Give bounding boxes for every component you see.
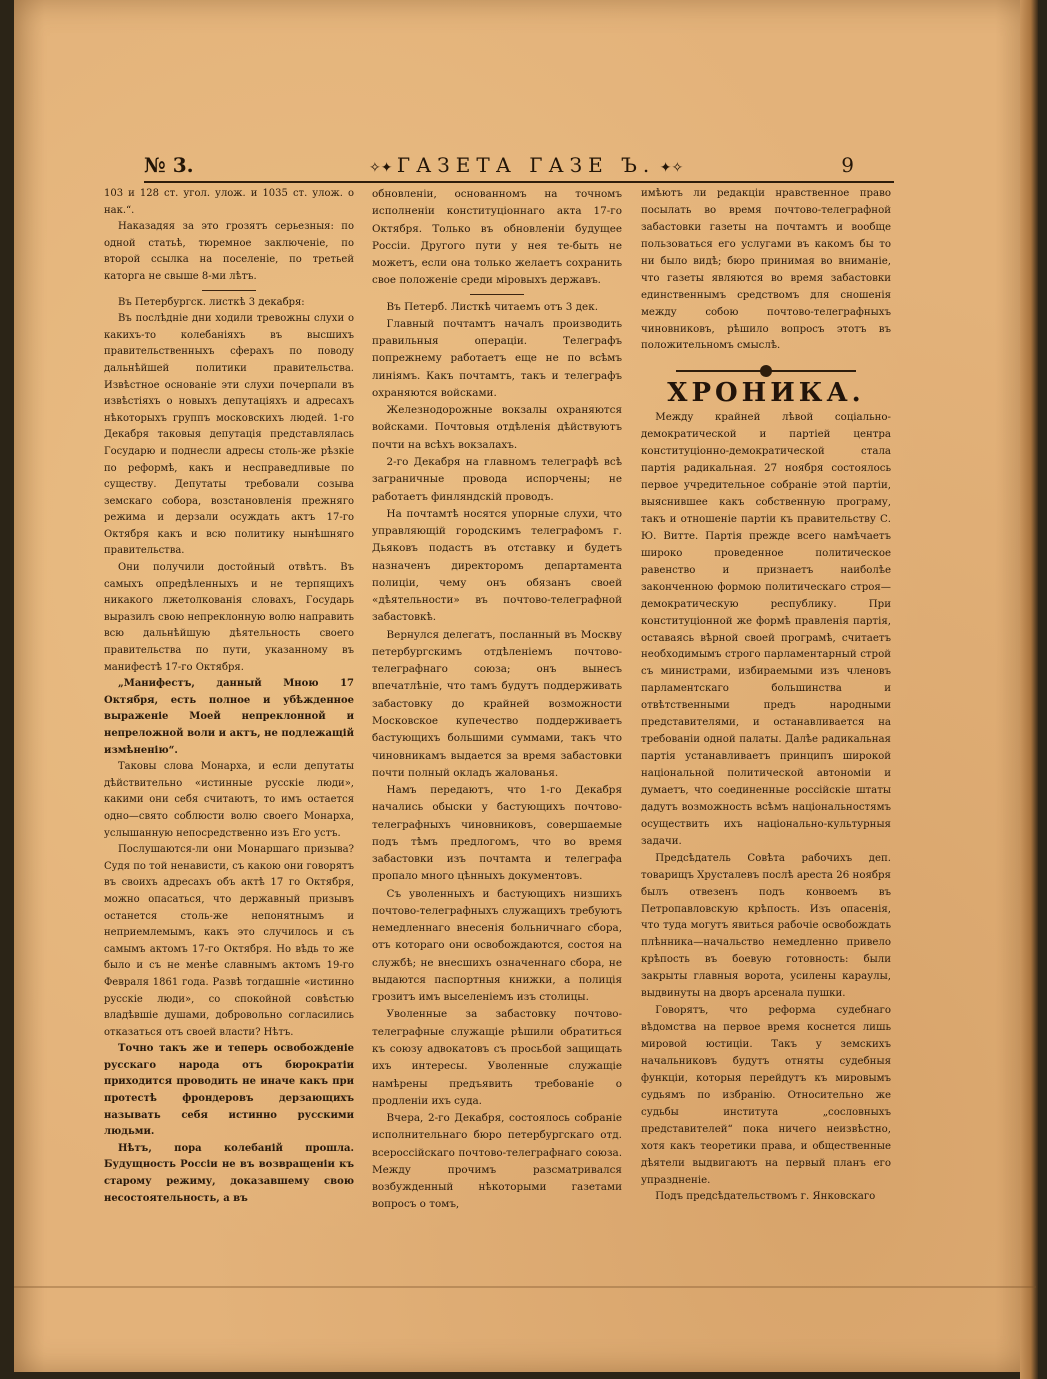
paragraph: Послушаются-ли они Монаршаго призыва? Судя по той ненависти, съ какою они говорятъ въ своихъ адресахъ объ актѣ 17 го Октября, можно опасаться, что державный призывъ останется столь-же непонятнымъ и неприемлемымъ, какъ это случилось и съ самымъ актомъ 17-го Октября. Но вѣдь то же было и съ не менѣе славнымъ актомъ 19-го Февраля 1861 года. Развѣ тогдашніе «истинно русскіе люди», со спокойной совѣстью владѣвшіе душами, добровольно согласились отказаться отъ своей власти? Нѣтъ. [104, 844, 354, 1038]
separator [202, 290, 256, 291]
paragraph: Главный почтамтъ началъ производить правильныя операціи. Телеграфъ попрежнему работаетъ еще не по всѣмъ линіямъ. Какъ почтамтъ, такъ и телеграфъ охраняются войсками. [372, 317, 622, 399]
separator [470, 294, 524, 295]
paragraph: Нѣтъ, пора колебаній прошла. Будущность Россіи не въ возвращеніи къ старому режиму, доказавшему свою несостоятельность, а въ [104, 1142, 354, 1204]
rule-ornament-icon [760, 365, 772, 377]
paragraph: Вернулся делегатъ, посланный въ Москву петербургскимъ отдѣленіемъ почтово-телеграфнаго союза; онъ вынесъ впечатлѣніе, что тамъ будутъ поддерживать забастовку до крайней возможности Московское купечество поддерживаетъ бастующихъ большими суммами, такъ что чиновникамъ выдается за время забастовки почти полный окладъ жалованья. [372, 628, 622, 779]
paragraph: Они получили достойный отвѣтъ. Въ самыхъ опредѣленныхъ и не терпящихъ никакого лжетолкованія словахъ, Государь выразилъ свою непреклонную волю направить всю дальнѣйшую дѣятельность своего правительства по пути, указанному въ манифестѣ 17-го Октября. [104, 562, 354, 673]
paragraph: Говорятъ, что реформа судебнаго вѣдомства на первое время коснется лишь мировой юстиціи. Такъ у земскихъ начальниковъ будутъ отняты судебныя функціи, которыя перейдутъ къ мировымъ судьямъ по избранію. Относительно же судьбы института „сословныхъ представителей“ пока ничего неизвѣстно, хотя какъ теоретики права, и общественные дѣятели выдвигаютъ на первый планъ его упраздненіе. [641, 1005, 891, 1186]
paragraph: Железнодорожные вокзалы охраняются войсками. Почтовыя отдѣленія дѣйствуютъ почти на всѣхъ вокзалахъ. [372, 404, 622, 451]
paragraph: Между крайней лѣвой соціально-демократической и партіей центра конституціонно-демократической стала партія радикальная. 27 ноября состоялось первое учредительное собраніе этой партіи, выяснившее какъ собственную програму, такъ и отношеніе партіи къ правительству С. Ю. Витте. Партія прежде всего намѣчаетъ широко проведенное политическое равенство и признаетъ наиболѣе законченною формою политическаго строя—демократическую республику. При конституціонной же формѣ правленія партія, оставаясь вѣрной своей програмѣ, считаетъ необходимымъ строго парламентарный строй съ министрами, избираемыми изъ членовъ парламентскаго большинства и отвѣтственными предъ народными представителями, и останавливается на требованіи одной палаты. Далѣе радикальная партія устанавливаетъ принципъ широкой національной политической автономіи и думаетъ, что соединенные россійскіе штаты дадутъ возможность всѣмъ національностямъ осуществить ихъ національно-культурныя задачи. [641, 412, 891, 847]
paragraph: Предсѣдатель Совѣта рабочихъ деп. товарищъ Хрусталевъ послѣ ареста 26 ноября былъ отвезенъ подъ конвоемъ въ Петропавловскую крѣпость. Изъ опасенія, что туда могутъ явиться рабочіе освобождать плѣнника—начальство немедленно привело крѣпость въ боевую готовность: были закрыты главныя ворота, усилены караулы, выдвинуты на дворъ арсенала пушки. [641, 852, 891, 1000]
paragraph: Точно такъ же и теперь освобожденіе русскаго народа отъ бюрократіи приходится проводить не иначе какъ при протестѣ фрондеровъ дерзающихъ называть себя истинно русскими людьми. [104, 1043, 354, 1138]
paragraph: Подъ предсѣдательствомъ г. Янковскаго [655, 1191, 876, 1203]
column-1 [104, 186, 354, 1207]
quote-paragraph: „Манифестъ, данный Мною 17 Октября, есть полное и убѣжденное выраженіе Моей непреклонной и непреложной воли и актъ, не подлежащій измѣненію“. [104, 678, 354, 756]
header-rule [144, 181, 894, 183]
paragraph: 2-го Декабря на главномъ телеграфѣ всѣ заграничные провода испорчены; не работаетъ финляндскій проводъ. [372, 455, 622, 503]
column-3 [641, 186, 891, 1206]
paragraph: имѣютъ ли редакціи нравственное право посылать во время почтово-телеграфной забастовки газеты на почтамтъ и вообще пользоваться его услугами въ какомъ бы то ни было видѣ; бюро принимая во вниманіе, что газеты являются во время забастовки единственнымъ средствомъ для сношенія между собою почтово-телеграфныхъ чиновниковъ, рѣшило вопросъ этотъ въ положительномъ смыслѣ. [641, 188, 891, 352]
paragraph: Въ послѣдніе дни ходили тревожны слухи о какихъ-то колебаніяхъ въ высшихъ правительственныхъ сферахъ по поводу дальнѣйшей политики правительства. Извѣстное основаніе эти слухи почерпали въ извѣстіяхъ о новыхъ депутаціяхъ и адресахъ нѣкоторыхъ группъ московскихъ людей. 1-го Декабря таковыя депутація представлялась Государю и поднесли адресы столь-же рѣзкіе по реформѣ, какъ и несправедливые по существу. Депутаты требовали созыва земскаго собора, возстановленія прежняго режима и дерзали осуждать актъ 17-го Октября какъ и всю политику нынѣшняго правительства. [104, 313, 354, 557]
paragraph: Вчера, 2-го Декабря, состоялось собраніе исполнительнаго бюро петербургскаго отд. всероссійскаго почтово-телеграфнаго союза. Между прочимъ разсматривался возбужденный нѣкоторыми газетами вопросъ о томъ, [372, 1112, 622, 1211]
paragraph: обновленіи, основанномъ на точномъ исполненіи конституціоннаго акта 17-го Октября. Только въ обновленіи будущее Россіи. Другого пути у нея те-быть не можетъ, если она только желаетъ сохранить свое положеніе среди міровыхъ державъ. [372, 188, 622, 287]
paragraph: Наказадяя за это грозятъ серьезныя: по одной статьѣ, тюремное заключеніе, по второй ссылка на поселеніе, по третьей каторга не свыше 8-ми лѣтъ. [104, 221, 354, 282]
ornament-left-icon: ✧✦ [369, 160, 397, 176]
issue-number: № 3. [144, 153, 194, 177]
page-header [144, 153, 890, 177]
page-edge [1020, 0, 1038, 1379]
paragraph: Съ уволенныхъ и бастующихъ низшихъ почтово-телеграфныхъ служащихъ требуютъ немедленнаго внесенія больничнаго сбора, отъ котораго они освобождаются, состоя на службѣ; не внесшихъ означеннаго сбора, не выдаются паспортныя книжки, а полиція грозитъ имъ выселеніемъ изъ столицы. [372, 887, 622, 1004]
paragraph: Таковы слова Монарха, и если депутаты дѣйствительно «истинные русскіе люди», какими они себя считаютъ, то имъ остается одно—свято соблюсти волю своего Монарха, услышанную непосредственно изъ Его устъ. [104, 761, 354, 839]
newspaper-title [369, 153, 683, 177]
page-number: 9 [841, 153, 854, 177]
ornament-right-icon: ✦✧ [655, 160, 684, 176]
page-fold [14, 1286, 1036, 1288]
paragraph: Уволенные за забастовку почтово-телеграфные служащіе рѣшили обратиться къ союзу адвокатовъ съ просьбой защищать ихъ интересы. Уволенные служащіе намѣрены предъявить требованіе о продленіи ихъ суда. [372, 1008, 622, 1107]
paragraph: Въ Петерб. Листкѣ читаемъ отъ 3 дек. [386, 300, 599, 313]
paragraph: 103 и 128 ст. угол. улож. и 1035 ст. улож. о нак.“. [104, 188, 354, 216]
column-2 [372, 186, 622, 1214]
newspaper-title-text: ГАЗЕТА ГАЗЕ Ъ. [396, 153, 656, 177]
section-title: ХРОНИКА. [667, 378, 865, 409]
paragraph: На почтамтѣ носятся упорные слухи, что управляющій городскимъ телеграфомъ г. Дьяковъ подастъ въ отставку и будетъ назначенъ директоромъ департамента полиціи, чему онъ обязанъ своей «дѣятельности» въ почтово-телеграфной забастовкѣ. [372, 507, 622, 624]
paragraph: Въ Петербургск. листкѣ 3 декабря: [118, 296, 305, 308]
ornamental-rule [676, 365, 856, 377]
paragraph: Намъ передаютъ, что 1-го Декабря начались обыски у бастующихъ почтово-телеграфныхъ чиновниковъ, совершаемые подъ тѣмъ предлогомъ, что во время забастовки изъ почтамта и телеграфа пропало много цѣнныхъ документовъ. [372, 784, 622, 883]
